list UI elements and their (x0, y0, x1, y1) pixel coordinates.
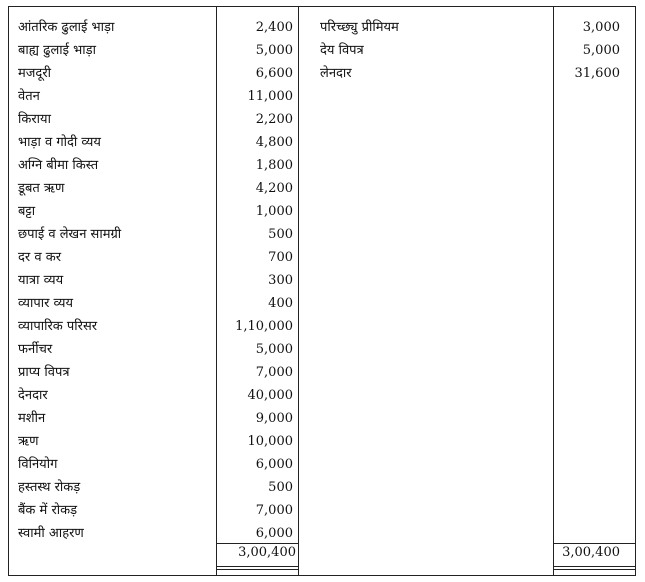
credit-item-label: परिच्छ्यु प्रीमियम (320, 20, 399, 35)
debit-item-amount: 40,000 (247, 388, 293, 403)
debit-item-label: डूबत ऋण (18, 181, 65, 196)
debit-item-label: स्वामी आहरण (18, 526, 84, 541)
debit-item-label: छपाई व लेखन सामग्री (18, 227, 122, 242)
debit-item-amount: 6,000 (255, 526, 293, 541)
debit-item-amount: 300 (268, 273, 293, 288)
debit-item-amount: 1,10,000 (235, 319, 293, 334)
debit-item-amount: 10,000 (247, 434, 293, 449)
debit-item-amount: 7,000 (255, 365, 293, 380)
debit-item-label: किराया (18, 112, 51, 127)
credit-item-label: लेनदार (320, 66, 352, 81)
debit-item-amount: 11,000 (247, 89, 293, 104)
table-border-left (8, 6, 9, 576)
credit-total-double-rule (554, 569, 635, 570)
debit-item-label: विनियोग (18, 457, 58, 472)
debit-item-amount: 500 (268, 227, 293, 242)
debit-item-amount: 1,000 (255, 204, 293, 219)
debit-item-label: बट्टा (18, 204, 36, 219)
debit-item-amount: 6,600 (255, 66, 293, 81)
debit-item-label: ऋण (18, 434, 39, 449)
credit-total: 3,00,400 (562, 545, 620, 560)
debit-item-label: भाड़ा व गोदी व्यय (18, 135, 101, 150)
debit-item-label: बैंक में रोकड़ (18, 503, 78, 518)
table-border-top (8, 6, 636, 7)
debit-item-amount: 4,200 (255, 181, 293, 196)
debit-item-amount: 6,000 (255, 457, 293, 472)
debit-item-amount: 400 (268, 296, 293, 311)
debit-item-label: व्यापारिक परिसर (18, 319, 98, 334)
debit-total-double-rule (217, 566, 298, 567)
trial-balance-table (8, 6, 636, 576)
debit-total: 3,00,400 (238, 545, 296, 560)
debit-item-label: देनदार (18, 388, 48, 403)
debit-item-label: दर व कर (18, 250, 62, 265)
credit-item-amount: 3,000 (582, 20, 620, 35)
debit-item-amount: 5,000 (255, 342, 293, 357)
debit-item-label: अग्नि बीमा किस्त (18, 158, 99, 173)
debit-item-amount: 700 (268, 250, 293, 265)
debit-item-label: यात्रा व्यय (18, 273, 64, 288)
debit-item-amount: 9,000 (255, 411, 293, 426)
debit-item-amount: 500 (268, 480, 293, 495)
debit-item-amount: 2,400 (255, 20, 293, 35)
table-border-right (635, 6, 636, 576)
table-border-bottom (8, 575, 636, 576)
debit-item-amount: 2,200 (255, 112, 293, 127)
debit-item-label: बाह्य ढुलाई भाड़ा (18, 43, 96, 58)
credit-item-amount: 31,600 (574, 66, 620, 81)
debit-item-amount: 5,000 (255, 43, 293, 58)
debit-item-amount: 1,800 (255, 158, 293, 173)
debit-item-label: व्यापार व्यय (18, 296, 74, 311)
debit-item-label: हस्तस्थ रोकड़ (18, 480, 81, 495)
column-divider (298, 6, 299, 576)
debit-item-amount: 7,000 (255, 503, 293, 518)
debit-item-label: प्राप्य विपत्र (18, 365, 70, 380)
column-divider (553, 6, 554, 576)
credit-item-amount: 5,000 (582, 43, 620, 58)
debit-item-label: फर्नीचर (18, 342, 53, 357)
debit-item-label: आंतरिक ढुलाई भाड़ा (18, 20, 115, 35)
debit-total-double-rule (217, 569, 298, 570)
debit-item-amount: 4,800 (255, 135, 293, 150)
credit-total-double-rule (554, 566, 635, 567)
credit-item-label: देय विपत्र (320, 43, 364, 58)
debit-item-label: वेतन (18, 89, 40, 104)
credit-total-rule (554, 543, 635, 544)
debit-item-label: मजदूरी (18, 66, 52, 81)
debit-item-label: मशीन (18, 411, 46, 426)
